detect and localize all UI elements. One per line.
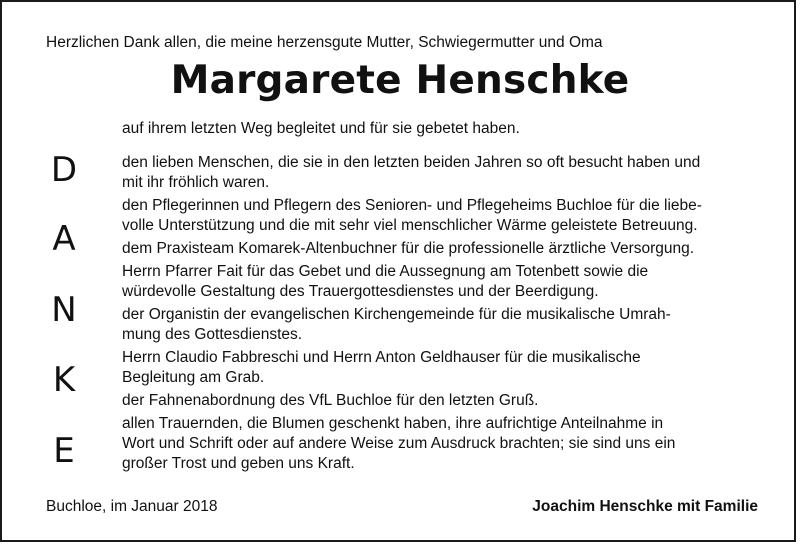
thanks-line: der Fahnenabordnung des VfL Buchloe für den letzten Gruß. <box>122 392 539 409</box>
thanks-line: würdevolle Gestaltung des Trauergottesdienstes und der Beerdigung. <box>122 283 599 300</box>
thanks-item <box>122 305 772 345</box>
thanks-item <box>122 153 772 193</box>
signature: Joachim Henschke mit Familie <box>532 498 758 515</box>
thanks-line: mit ihr fröhlich waren. <box>122 174 270 191</box>
danke-letter-e: E <box>53 431 75 471</box>
thanks-item <box>122 239 772 259</box>
thanks-line: Herrn Claudio Fabbreschi und Herrn Anton Geldhauser für die musikalische <box>122 349 641 366</box>
thanks-line: mung des Gottesdienstes. <box>122 326 303 343</box>
thanks-item <box>122 348 772 388</box>
danke-letter-d: D <box>50 150 78 190</box>
danke-letter-n: N <box>51 290 77 330</box>
thanks-item <box>122 391 772 411</box>
thanks-line: Begleitung am Grab. <box>122 369 265 386</box>
intro-continuation: auf ihrem letzten Weg begleitet und für sie gebetet haben. <box>122 120 520 137</box>
place-date: Buchloe, im Januar 2018 <box>46 498 218 515</box>
thanks-item <box>122 196 772 236</box>
danke-letter-k: K <box>52 360 76 400</box>
thanks-item <box>122 262 772 302</box>
deceased-name: Margarete Henschke <box>170 58 630 103</box>
thanks-line: Herrn Pfarrer Fait für das Gebet und die Aussegnung am Totenbett sowie die <box>122 263 649 280</box>
thanks-line: allen Trauernden, die Blumen geschenkt haben, ihre aufrichtige Anteilnahme in <box>122 415 664 432</box>
thanks-list <box>122 153 772 477</box>
thanks-line: den Pflegerinnen und Pflegern des Senioren- und Pflegeheims Buchloe für die liebe- <box>122 197 702 214</box>
thanks-line: den lieben Menschen, die sie in den letzten beiden Jahren so oft besucht haben und <box>122 154 701 171</box>
intro-text: Herzlichen Dank allen, die meine herzensgute Mutter, Schwiegermutter und Oma <box>46 34 603 51</box>
thanks-line: großer Trost und geben uns Kraft. <box>122 455 355 472</box>
thanks-line: der Organistin der evangelischen Kirchengemeinde für die musikalische Umrah- <box>122 306 671 323</box>
thanks-line: volle Unterstützung und die mit sehr viel menschlicher Wärme geleistete Betreuung. <box>122 217 698 234</box>
thanks-line: dem Praxisteam Komarek-Altenbuchner für die professionelle ärztliche Versorgung. <box>122 240 695 257</box>
thanks-line: Wort und Schrift oder auf andere Weise zum Ausdruck brachten; sie sind uns ein <box>122 435 676 452</box>
thanks-item <box>122 414 772 474</box>
danke-letter-a: A <box>52 219 76 259</box>
